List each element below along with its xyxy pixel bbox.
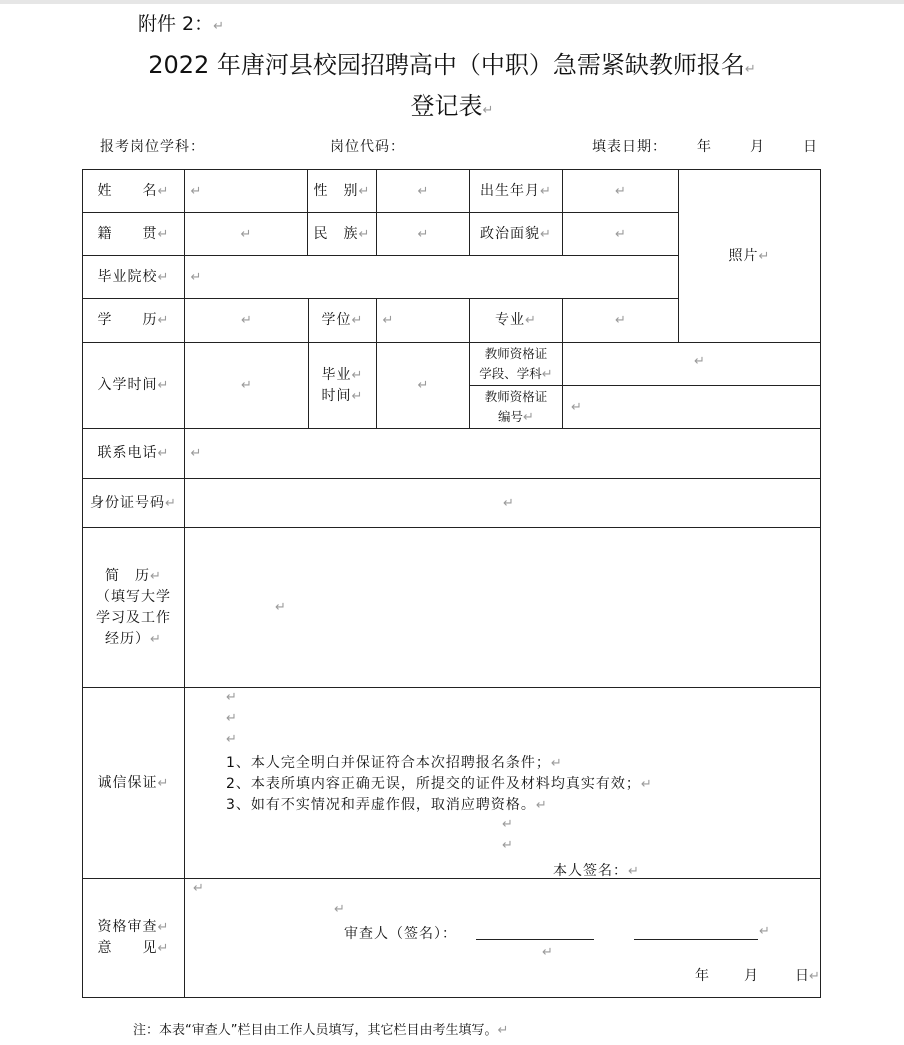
major-label: 专业 ↵ — [495, 312, 537, 328]
review-date-year: 年 — [695, 968, 709, 984]
birth-value[interactable]: ↵ — [615, 183, 626, 199]
ethnicity-label: 民 族 ↵ — [313, 225, 371, 242]
paragraph-mark: ↵ — [502, 838, 513, 853]
footer-note: 注：本表“审查人”栏目由工作人员填写，其它栏目由考生填写。↵ — [133, 1023, 509, 1038]
native-place-value[interactable]: ↵ — [240, 226, 252, 242]
grad-time-value[interactable]: ↵ — [417, 378, 429, 393]
form-title-line1: 2022 年唐河县校园招聘高中（中职）急需紧缺教师报名↵ — [148, 51, 756, 79]
reviewer-date-line[interactable] — [634, 939, 758, 940]
paragraph-mark: ↵ — [226, 690, 237, 705]
degree-value[interactable]: ↵ — [382, 313, 394, 328]
education-value[interactable]: ↵ — [241, 313, 252, 328]
position-code-label: 岗位代码： — [330, 139, 405, 155]
row-divider — [83, 687, 820, 688]
registration-table — [82, 169, 821, 998]
gender-label: 性 别 ↵ — [313, 182, 371, 199]
id-number-value[interactable]: ↵ — [503, 495, 514, 511]
fill-date-label: 填表日期： — [592, 139, 667, 155]
paragraph-mark: ↵ — [759, 924, 770, 939]
phone-value[interactable]: ↵ — [190, 446, 202, 461]
review-label: 资格审查↵ 意 见↵ — [97, 919, 170, 956]
id-number-label: 身份证号码 ↵ — [90, 494, 177, 511]
signature-label: 本人签名：↵ — [553, 863, 640, 879]
paragraph-mark: ↵ — [334, 902, 345, 917]
paragraph-mark: ↵ — [226, 732, 237, 747]
major-value[interactable]: ↵ — [615, 313, 626, 328]
political-status-label: 政治面貌 ↵ — [480, 225, 552, 242]
subject-label: 报考岗位学科： — [100, 139, 205, 155]
cert-stage-value[interactable]: ↵ — [694, 354, 705, 369]
attachment-label: 附件 2：↵ — [138, 13, 225, 35]
name-value[interactable]: ↵ — [190, 183, 202, 199]
native-place-label: 籍 贯 ↵ — [97, 225, 170, 242]
row-divider — [83, 878, 820, 879]
birth-label: 出生年月 ↵ — [480, 182, 552, 199]
reviewer-signature-label: 审查人（签名）： — [344, 926, 457, 942]
ethnicity-value[interactable]: ↵ — [417, 226, 429, 242]
education-label: 学 历 ↵ — [97, 312, 170, 328]
phone-label: 联系电话 ↵ — [97, 445, 170, 461]
photo-box[interactable]: 照片 ↵ — [728, 247, 771, 264]
reviewer-signature-line[interactable] — [476, 939, 594, 940]
political-status-value[interactable]: ↵ — [615, 226, 626, 242]
honesty-pledge-text: 1、本人完全明白并保证符合本次招聘报名条件；↵ 2、本表所填内容正确无误，所提交的证件及材料均真实有效；↵ 3、如有不实情况和弄虚作假，取消应聘资格。↵ — [226, 755, 653, 813]
fill-date-month: 月 — [750, 139, 765, 155]
paragraph-mark: ↵ — [193, 881, 204, 896]
graduate-school-label: 毕业院校 ↵ — [97, 268, 170, 285]
enroll-time-label: 入学时间 ↵ — [97, 377, 170, 393]
degree-label: 学位 ↵ — [321, 312, 364, 328]
paragraph-mark: ↵ — [226, 711, 237, 726]
review-date-month: 月 — [744, 968, 758, 984]
form-title-line2: 登记表↵ — [410, 92, 494, 120]
cert-stage-label: 教师资格证 学段、学科↵ — [479, 345, 553, 382]
cert-number-value[interactable]: ↵ — [571, 399, 582, 415]
paragraph-mark: ↵ — [502, 817, 513, 832]
grad-time-label: 毕业↵ 时间↵ — [321, 366, 364, 404]
fill-date-day: 日 — [803, 139, 818, 155]
resume-value[interactable]: ↵ — [275, 600, 286, 615]
review-date-day: 日↵ — [795, 968, 820, 984]
graduate-school-value[interactable]: ↵ — [190, 269, 202, 285]
honesty-label: 诚信保证 ↵ — [97, 774, 170, 791]
enroll-time-value[interactable]: ↵ — [241, 378, 252, 393]
name-label: 姓 名 ↵ — [97, 182, 170, 199]
page-top-edge — [0, 0, 904, 4]
fill-date-year: 年 — [697, 139, 712, 155]
paragraph-mark: ↵ — [542, 945, 553, 960]
resume-label: 简 历↵ （填写大学 学习及工作 经历）↵ — [96, 567, 171, 647]
gender-value[interactable]: ↵ — [417, 183, 429, 199]
cert-number-label: 教师资格证 编号↵ — [484, 388, 548, 425]
